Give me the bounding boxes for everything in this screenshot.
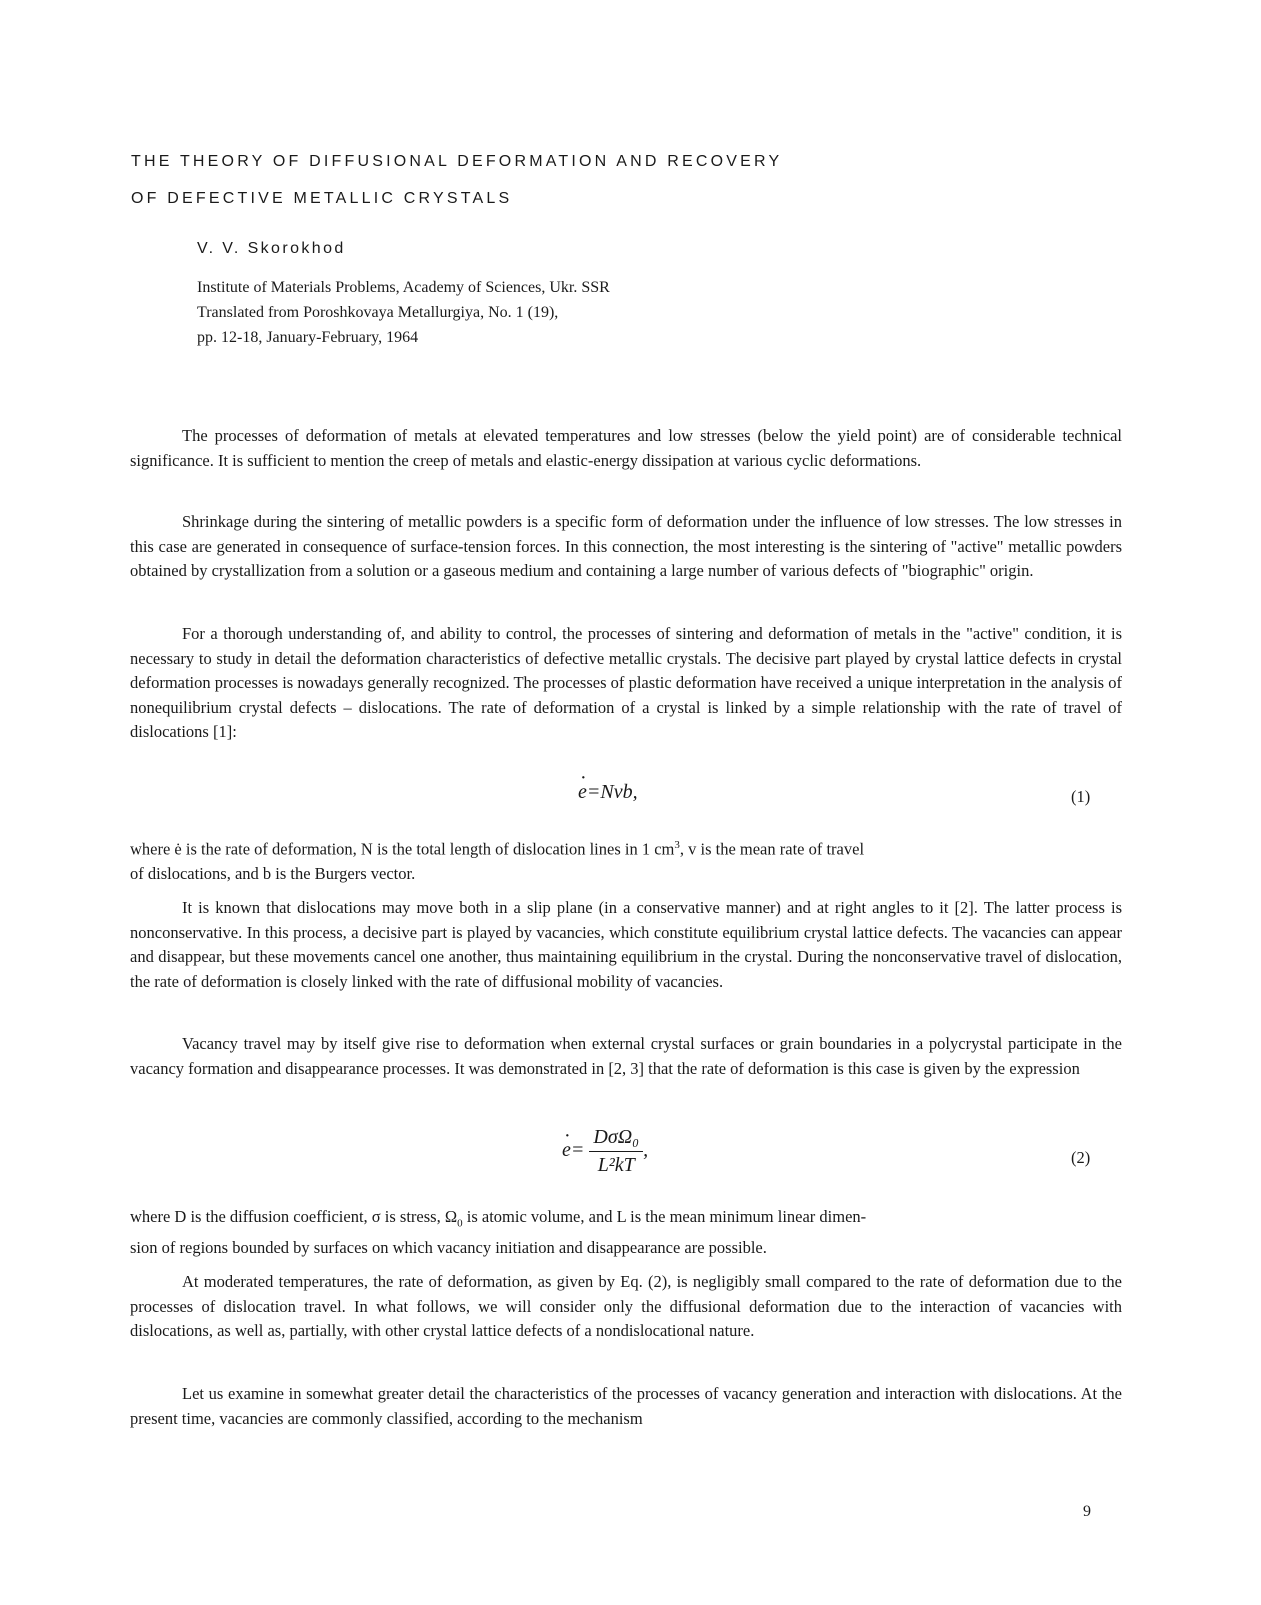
affiliation-line-1: Institute of Materials Problems, Academy of Sciences, Ukr. SSR [197, 279, 610, 296]
affiliation-line-3: pp. 12-18, January-February, 1964 [197, 329, 419, 346]
paragraph-8: At moderated temperatures, the rate of deformation, as given by Eq. (2), is negligibly small compared to the rate of deformation due to the processes of dislocation travel. In what follows, we will consider only the diffusional deformation due to the interaction of vacancies with dislocations, as well as, partially, with other crystal lattice defects of a nondislocational nature. [130, 1272, 1122, 1340]
equation-1-rhs: =Nvb, [586, 781, 638, 803]
affiliation [197, 275, 610, 350]
paragraph-3: For a thorough understanding of, and ability to control, the processes of sintering and deformation of metals in the "active" condition, it is necessary to study in detail the deformation characteristics of defective metallic crystals. The decisive part played by crystal lattice defects in crystal deformation processes is nowadays generally recognized. The processes of plastic deformation have received a unique interpretation in the analysis of nonequilibrium crystal defects – dislocations. The rate of deformation of a crystal is linked by a simple relationship with the rate of travel of dislocations [1]: [130, 624, 1122, 741]
where-clause-2-line-1: where D is the diffusion coefficient, σ is stress, $\Omega_0$ is atomic volume, and L is the mean minimum linear dimen- [130, 1207, 867, 1230]
title-line-2: OF DEFECTIVE METALLIC CRYSTALS [131, 190, 513, 207]
equation-1-number: (1) [1071, 787, 1091, 806]
equation-2-number: (2) [1071, 1148, 1091, 1167]
affiliation-line-2: Translated from Poroshkovaya Metallurgiya, No. 1 (19), [197, 304, 559, 321]
where-clause-2-line-2: sion of regions bounded by surfaces on which vacancy initiation and disappearance are possible. [130, 1237, 767, 1257]
equation-2: · e= $\frac{\text{DσΩ₀}}{\text{L²kT}}$ , [562, 1126, 648, 1177]
where-clause-1-line-2: of dislocations, and b is the Burgers vector. [130, 864, 416, 883]
equation-2-fraction [589, 1126, 643, 1177]
equation-1 [578, 781, 638, 804]
paragraph-5: It is known that dislocations may move both in a slip plane (in a conservative manner) and at right angles to it [2]. The latter process is nonconservative. In this process, a decisive part is played by vacancies, which constitute equilibrium crystal lattice defects. The vacancies can appear and disappear, but these movements cancel one another, thus maintaining equilibrium in the crystal. During the nonconservative travel of dislocation, the rate of deformation is closely linked with the rate of diffusional mobility of vacancies. [130, 898, 1122, 991]
author: V. V. Skorokhod [197, 240, 346, 257]
equation-2-numerator: DσΩ₀ [589, 1126, 643, 1152]
page-number: 9 [1083, 1503, 1091, 1520]
paragraph-9: Let us examine in somewhat greater detail the characteristics of the processes of vacancy generation and interaction with dislocations. At the present time, vacancies are commonly classified, according to the mechanism [130, 1384, 1122, 1428]
title-line-1: THE THEORY OF DIFFUSIONAL DEFORMATION AND RECOVERY [131, 153, 783, 170]
where-clause-2 [130, 1205, 1122, 1260]
where-clause-1 [130, 833, 1122, 887]
paragraph-2: Shrinkage during the sintering of metallic powders is a specific form of deformation under the influence of low stresses. The low stresses in this case are generated in consequence of surface-tension forces. In this connection, the most interesting is the sintering of "active" metallic powders obtained by crystallization from a solution or a gaseous medium and containing a large number of various defects of "biographic" origin. [130, 512, 1122, 580]
equation-2-denominator: L²kT [597, 1154, 635, 1176]
paragraph-6: Vacancy travel may by itself give rise to deformation when external crystal surfaces or grain boundaries in a polycrystal participate in the vacancy formation and disappearance processes. It was demonstrated in [2, 3] that the rate of deformation is this case is given by the expression [130, 1034, 1122, 1078]
paragraph-1: The processes of deformation of metals at elevated temperatures and low stresses (below the yield point) are of considerable technical significance. It is sufficient to mention the creep of metals and elastic-energy dissipation at various cyclic deformations. [130, 426, 1122, 470]
equation-1-lhs: · e [578, 781, 587, 804]
where-clause-1-line-1: where ė is the rate of deformation, N is the total length of dislocation lines in 1 $cm^3$, v is the mean rate of travel [130, 839, 865, 859]
equation-2-lhs: · e [562, 1139, 571, 1162]
